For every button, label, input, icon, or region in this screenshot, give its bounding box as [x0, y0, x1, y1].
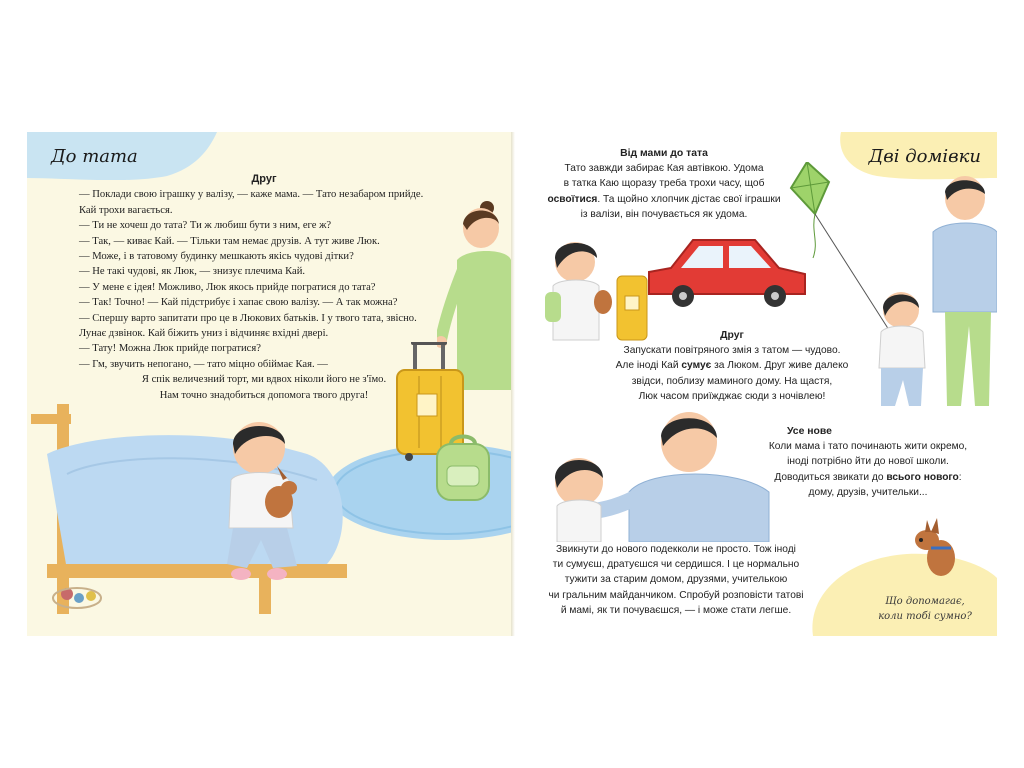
- section-line: чи гральним майданчиком. Спробуй розповісти татові: [548, 589, 804, 601]
- section-line: Доводиться звикати до всього нового:: [774, 471, 962, 483]
- section-advice: [541, 542, 811, 618]
- section-heading: Від мами до тата: [620, 148, 708, 159]
- section-line: ти сумуєш, дратуєшся чи сердишся. І це нормально: [552, 559, 800, 571]
- story-line: — Спершу варто запитати про це в Люкових батьків. І у твого тата, звісно.: [79, 312, 417, 324]
- boy-with-kite-illustration: [861, 288, 941, 414]
- section-heading: Друг: [720, 330, 744, 341]
- car-icon: [641, 232, 811, 310]
- section-line: Запускати повітряного змія з татом — чудово.: [623, 345, 841, 357]
- story-line: Лунає дзвінок. Кай біжить униз і відчиняє вхідні двері.: [79, 328, 329, 340]
- father-hug-illustration: [539, 402, 779, 542]
- story-line: — Може, і в татовому будинку мешкають якісь чудові дітки?: [79, 251, 354, 263]
- boy-illustration: [217, 418, 327, 588]
- question-bubble: [865, 594, 985, 624]
- bubble-line: коли тобі сумно?: [878, 611, 972, 622]
- section-line: Коли мама і тато починають жити окремо,: [768, 441, 968, 453]
- story-line: Нам точно знадобиться допомога твого друга!: [159, 389, 369, 401]
- section-line: із валізи, він почувається як удома.: [580, 208, 748, 220]
- right-page: [515, 132, 997, 636]
- bold-word: сумує: [681, 360, 712, 372]
- story-line: — Тату! Можна Люк прийде погратися?: [79, 343, 261, 355]
- story-line: — Гм, звучить непогано, — тато міцно обіймає Кая. —: [79, 358, 328, 370]
- story-line: — Не такі чудові, як Люк, — знизує плечима Кай.: [79, 266, 306, 278]
- left-page: [27, 132, 511, 636]
- section-line: тужити за старим домом, друзями, учителькою: [564, 574, 788, 586]
- story-line: — Поклади свою іграшку у валізу, — каже мама. — Тато незабаром прийде.: [79, 189, 424, 201]
- bold-word: всього нового: [886, 471, 959, 483]
- story-line: — Так! Точно! — Кай підстрибує і хапає свою валізу. — А так можна?: [79, 297, 398, 309]
- story-line: — Так, — киває Кай. — Тільки там немає друзів. А тут живе Люк.: [79, 235, 380, 247]
- section-line: Люк часом приїжджає сюди з ночівлею!: [638, 390, 826, 402]
- left-page-title: До тата: [51, 146, 138, 167]
- section-line: освоїтися. Та щойно хлопчик дістає свої іграшки: [547, 193, 781, 205]
- bubble-line: Що допомагає,: [885, 596, 965, 607]
- section-friend: [607, 328, 857, 404]
- story-line: Кай трохи вагається.: [79, 204, 173, 216]
- section-line: Але іноді Кай сумує за Люком. Друг живе далеко: [615, 360, 849, 372]
- bold-word: освоїтися: [547, 193, 598, 205]
- story-heading: Друг: [251, 173, 277, 185]
- section-line: в татка Каю щоразу треба трохи часу, щоб: [563, 178, 765, 190]
- section-line: Звикнути до нового подекколи не просто. Тож іноді: [556, 544, 796, 555]
- section-everything-new: [745, 424, 991, 500]
- section-line: звідси, поблизу маминого дому. На щастя,: [631, 375, 833, 387]
- section-line: й мамі, як ти почуваєшся, — і може стати легше.: [560, 604, 792, 616]
- section-line: іноді потрібно йти до нової школи.: [787, 456, 949, 468]
- section-heading: Усе нове: [787, 426, 832, 437]
- toy-dog-icon: [907, 518, 967, 588]
- right-page-title: Дві домівки: [868, 146, 981, 167]
- story-line: — Ти не хочеш до тата? Ти ж любиш бути з ним, еге ж?: [79, 220, 332, 232]
- section-line: дому, друзів, учительки...: [808, 486, 928, 498]
- story-line: Я спік величезний торт, ми вдвох ніколи його не з'їмо.: [141, 374, 387, 386]
- book-spread: [27, 132, 997, 636]
- story-line: — У мене є ідея! Можливо, Люк якось прийде погратися до тата?: [79, 281, 376, 293]
- backpack-icon: [431, 432, 495, 504]
- section-from-mom-to-dad: [539, 146, 789, 222]
- section-line: Тато завжди забирає Кая автівкою. Удома: [564, 163, 764, 175]
